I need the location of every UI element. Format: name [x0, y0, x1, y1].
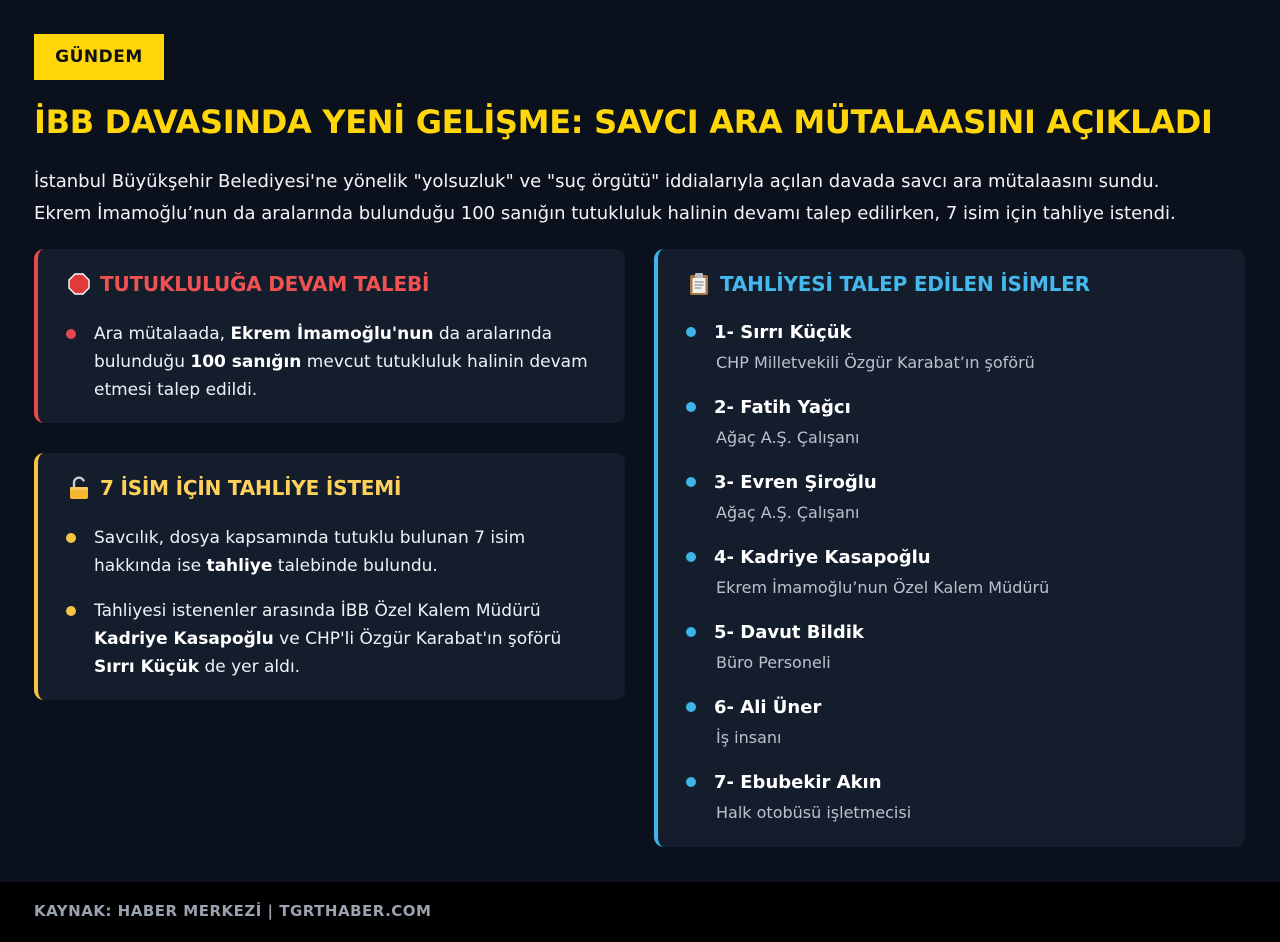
list-item	[686, 320, 1225, 374]
names-card-title: TAHLİYESİ TALEP EDİLEN İSİMLER	[720, 272, 1090, 296]
bullet-dot	[686, 402, 696, 412]
headline: İBB DAVASINDA YENİ GELİŞME: SAVCI ARA MÜTALAASINI AÇIKLADI	[34, 103, 1213, 141]
list-item	[686, 395, 1225, 449]
bullet-dot	[686, 477, 696, 487]
list-item	[66, 524, 601, 580]
category-badge: GÜNDEM	[34, 34, 164, 80]
bullet-dot	[686, 552, 696, 562]
bullet-text: Ara mütalaada, Ekrem İmamoğlu'nun da aralarında bulunduğu 100 sanığın mevcut tutukluluk halinin devam etmesi talep edildi.	[94, 324, 588, 400]
person-role: İş insanı	[716, 728, 782, 747]
person-name: 7- Ebubekir Akın	[714, 772, 882, 793]
intro-line-2: Ekrem İmamoğlu’nun da aralarında bulunduğu 100 sanığın tutukluluk halinin devamı talep edilirken, 7 isim için tahliye istendi.	[34, 203, 1176, 224]
stop-sign-icon	[66, 271, 92, 297]
source-credit: KAYNAK: HABER MERKEZİ | TGRTHABER.COM	[34, 902, 432, 920]
release-card-title: 7 İSİM İÇİN TAHLİYE İSTEMİ	[100, 476, 402, 500]
bullet-dot	[66, 329, 76, 339]
person-name: 1- Sırrı Küçük	[714, 322, 852, 343]
list-item	[686, 770, 1225, 824]
intro-line-1: İstanbul Büyükşehir Belediyesi'ne yönelik "yolsuzluk" ve "suç örgütü" iddialarıyla açılan davada savcı ara mütalaasını sundu.	[34, 171, 1160, 192]
person-role: Halk otobüsü işletmecisi	[716, 803, 912, 822]
person-name: 4- Kadriye Kasapoğlu	[714, 547, 931, 568]
detention-card-header	[66, 271, 429, 297]
person-role: Ekrem İmamoğlu’nun Özel Kalem Müdürü	[716, 578, 1050, 597]
list-item	[66, 597, 601, 681]
detention-request-card	[34, 249, 625, 423]
bullet-dot	[686, 627, 696, 637]
list-item	[686, 470, 1225, 524]
bullet-dot	[686, 327, 696, 337]
bullet-text: Savcılık, dosya kapsamında tutuklu bulunan 7 isim hakkında ise tahliye talebinde bulundu.	[94, 528, 526, 576]
release-names-card	[654, 249, 1245, 847]
bullet-dot	[66, 606, 76, 616]
detention-card-title: TUTUKLULUĞA DEVAM TALEBİ	[100, 272, 430, 296]
intro-paragraph	[34, 166, 1254, 230]
person-role: Büro Personeli	[716, 653, 831, 672]
person-name: 6- Ali Üner	[714, 697, 822, 718]
person-role: Ağaç A.Ş. Çalışanı	[716, 428, 860, 447]
names-card-header	[686, 271, 1090, 297]
person-role: CHP Milletvekili Özgür Karabat’ın şoförü	[716, 353, 1035, 372]
release-request-card	[34, 453, 625, 700]
bullet-text: Tahliyesi istenenler arasında İBB Özel Kalem Müdürü Kadriye Kasapoğlu ve CHP'li Özgür Karabat'ın şoförü Sırrı Küçük de yer aldı.	[94, 601, 562, 677]
person-name: 5- Davut Bildik	[714, 622, 864, 643]
list-item	[686, 545, 1225, 599]
list-item	[686, 620, 1225, 674]
person-name: 3- Evren Şiroğlu	[714, 472, 877, 493]
list-item	[686, 695, 1225, 749]
bullet-dot	[686, 702, 696, 712]
footer-bar	[0, 882, 1280, 942]
person-role: Ağaç A.Ş. Çalışanı	[716, 503, 860, 522]
person-name: 2- Fatih Yağcı	[714, 397, 851, 418]
release-card-header	[66, 475, 401, 501]
clipboard-icon	[686, 271, 712, 297]
bullet-dot	[686, 777, 696, 787]
bullet-dot	[66, 533, 76, 543]
list-item	[66, 320, 601, 404]
unlocked-padlock-icon	[66, 475, 92, 501]
